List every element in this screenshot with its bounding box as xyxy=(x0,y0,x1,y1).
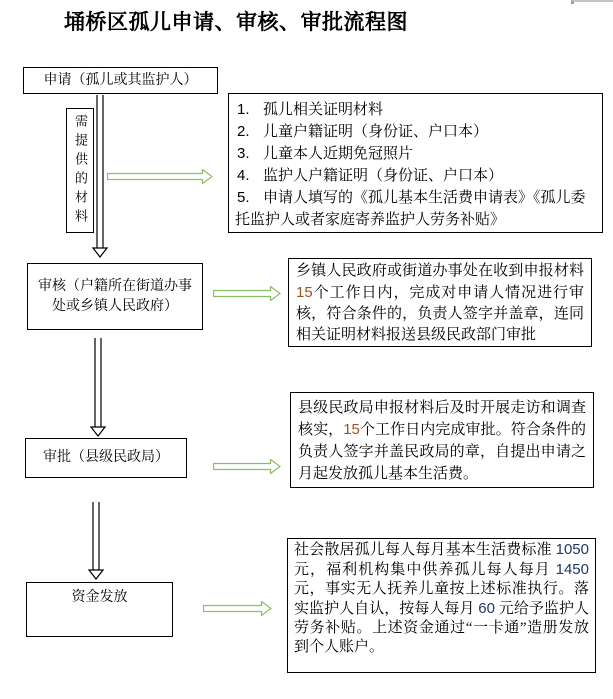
right-arrow-icon xyxy=(213,286,281,301)
list-item-text: 儿童户籍证明（身份证、户口本） xyxy=(263,124,489,140)
detail-box-review: 乡镇人民政府或街道办事处在收到申报材料15个工作日内，完成对申请人情况进行审核，符合条件的，负责人签字并盖章，连同相关证明材料报送县级民政部门审批 xyxy=(288,258,592,347)
flow-step-apply xyxy=(23,67,218,94)
detail-box-materials xyxy=(228,93,603,233)
list-item-text: 孤儿相关证明材料 xyxy=(263,102,384,118)
down-arrow-icon xyxy=(92,95,108,258)
list-item-number: 4. xyxy=(237,167,250,184)
right-arrow-icon xyxy=(213,459,281,474)
down-arrow-icon xyxy=(90,338,106,437)
list-item xyxy=(235,143,596,165)
detail-box-approve: 县级民政局申报材料后及时开展走访和调查核实，15个工作日内完成审批。符合条件的负责人签字并盖民政局的章，自提出申请之月起发放孤儿基本生活费。 xyxy=(290,392,594,488)
page-title: 埇桥区孤儿申请、审核、审批流程图 xyxy=(64,10,408,34)
flow-step-approve xyxy=(25,438,187,478)
materials-label-box xyxy=(66,108,94,233)
flow-step-approve-label: 审批（县级民政局） xyxy=(43,450,169,465)
list-item-text: 儿童本人近期免冠照片 xyxy=(263,146,414,162)
detail-box-fund: 社会散居孤儿每人每月基本生活费标准 1050 元，福利机构集中供养孤儿每人每月 1450 元，事实无人抚养儿童按上述标准执行。落实监护人自认，按每人每月 60 元给予监护人劳务补贴。上述资金通过“一卡通”造册发放到个人账户。 xyxy=(287,538,596,673)
page-edge-artifact xyxy=(571,0,613,4)
flow-step-fund xyxy=(26,582,173,637)
list-item xyxy=(235,187,596,231)
flow-step-fund-label: 资金发放 xyxy=(71,590,128,605)
list-item-number: 1. xyxy=(237,101,250,118)
flow-step-apply-label: 申请（孤儿或其监护人） xyxy=(43,72,198,88)
right-arrow-icon xyxy=(107,169,213,184)
list-item-text: 申请人填写的《孤儿基本生活费申请表》《孤儿委托监护人或者家庭寄养监护人劳务补贴》 xyxy=(235,190,586,228)
list-item-number: 2. xyxy=(237,123,250,140)
right-arrow-icon xyxy=(203,601,272,616)
materials-label: 需提供的材料 xyxy=(73,114,88,228)
list-item-number: 5. xyxy=(237,189,250,206)
flow-step-review-label: 审核（户籍所在街道办事处或乡镇人民政府） xyxy=(38,278,192,314)
list-item-number: 3. xyxy=(237,145,250,162)
list-item-text: 监护人户籍证明（身份证、户口本） xyxy=(263,168,504,184)
flow-step-review xyxy=(27,263,203,330)
list-item xyxy=(235,99,596,121)
list-item xyxy=(235,121,596,143)
list-item xyxy=(235,165,596,187)
down-arrow-icon xyxy=(88,502,104,580)
